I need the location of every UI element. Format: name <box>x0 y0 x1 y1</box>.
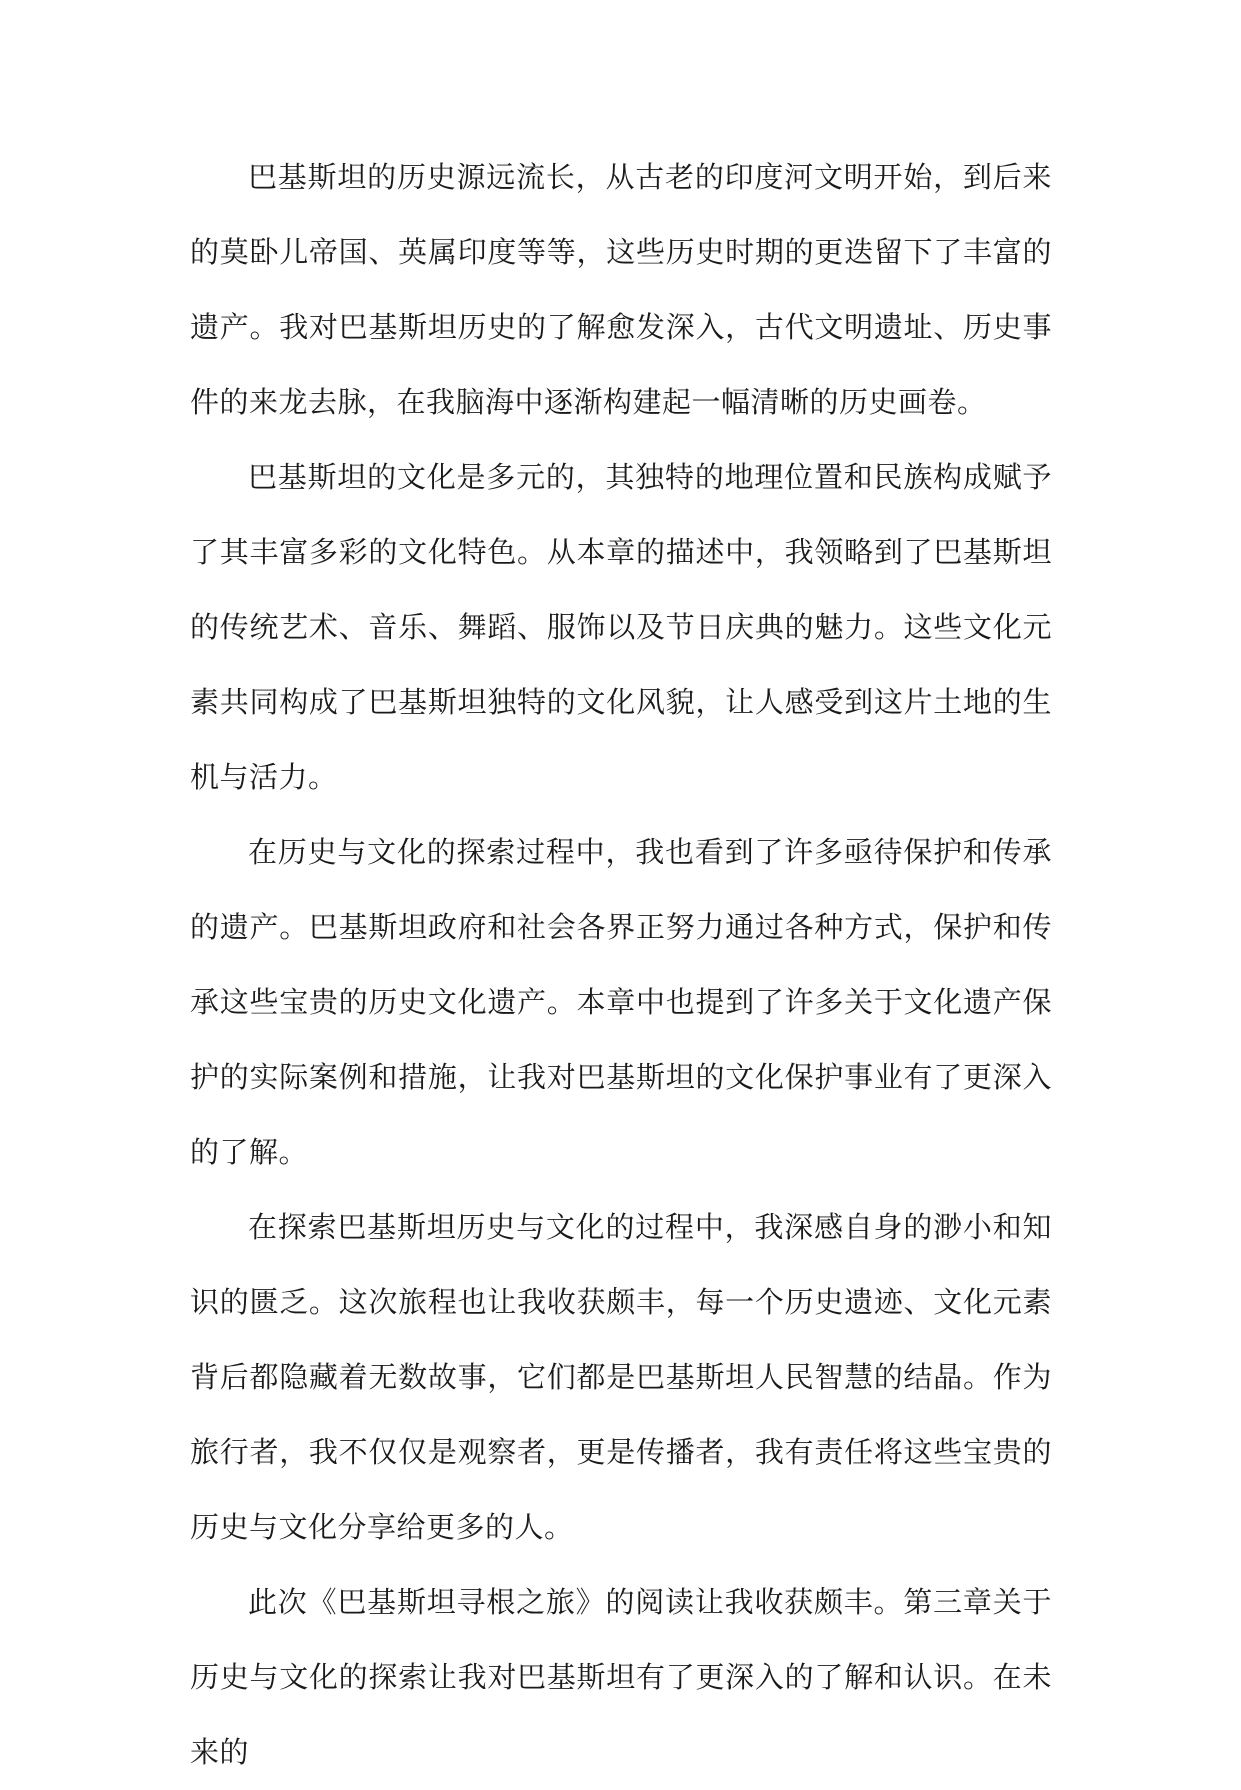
paragraph-culture: 巴基斯坦的文化是多元的，其独特的地理位置和民族构成赋予了其丰富多彩的文化特色。从本章的描述中，我领略到了巴基斯坦的传统艺术、音乐、舞蹈、服饰以及节日庆典的魅力。这些文化元素共同构成了巴基斯坦独特的文化风貌，让人感受到这片土地的生机与活力。 <box>190 460 1052 794</box>
body-text <box>190 140 1052 1790</box>
paragraph-heritage-protection: 在历史与文化的探索过程中，我也看到了许多亟待保护和传承的遗产。巴基斯坦政府和社会各界正努力通过各种方式，保护和传承这些宝贵的历史文化遗产。本章中也提到了许多关于文化遗产保护的实际案例和措施，让我对巴基斯坦的文化保护事业有了更深入的了解。 <box>190 835 1052 1169</box>
paragraph-reflection: 在探索巴基斯坦历史与文化的过程中，我深感自身的渺小和知识的匮乏。这次旅程也让我收获颇丰，每一个历史遗迹、文化元素背后都隐藏着无数故事，它们都是巴基斯坦人民智慧的结晶。作为旅行者，我不仅仅是观察者，更是传播者，我有责任将这些宝贵的历史与文化分享给更多的人。 <box>190 1210 1052 1544</box>
paragraph-conclusion: 此次《巴基斯坦寻根之旅》的阅读让我收获颇丰。第三章关于历史与文化的探索让我对巴基斯坦有了更深入的了解和认识。在未来的 <box>190 1585 1052 1769</box>
paragraph-history: 巴基斯坦的历史源远流长，从古老的印度河文明开始，到后来的莫卧儿帝国、英属印度等等，这些历史时期的更迭留下了丰富的遗产。我对巴基斯坦历史的了解愈发深入，古代文明遗址、历史事件的来龙去脉，在我脑海中逐渐构建起一幅清晰的历史画卷。 <box>190 160 1052 419</box>
